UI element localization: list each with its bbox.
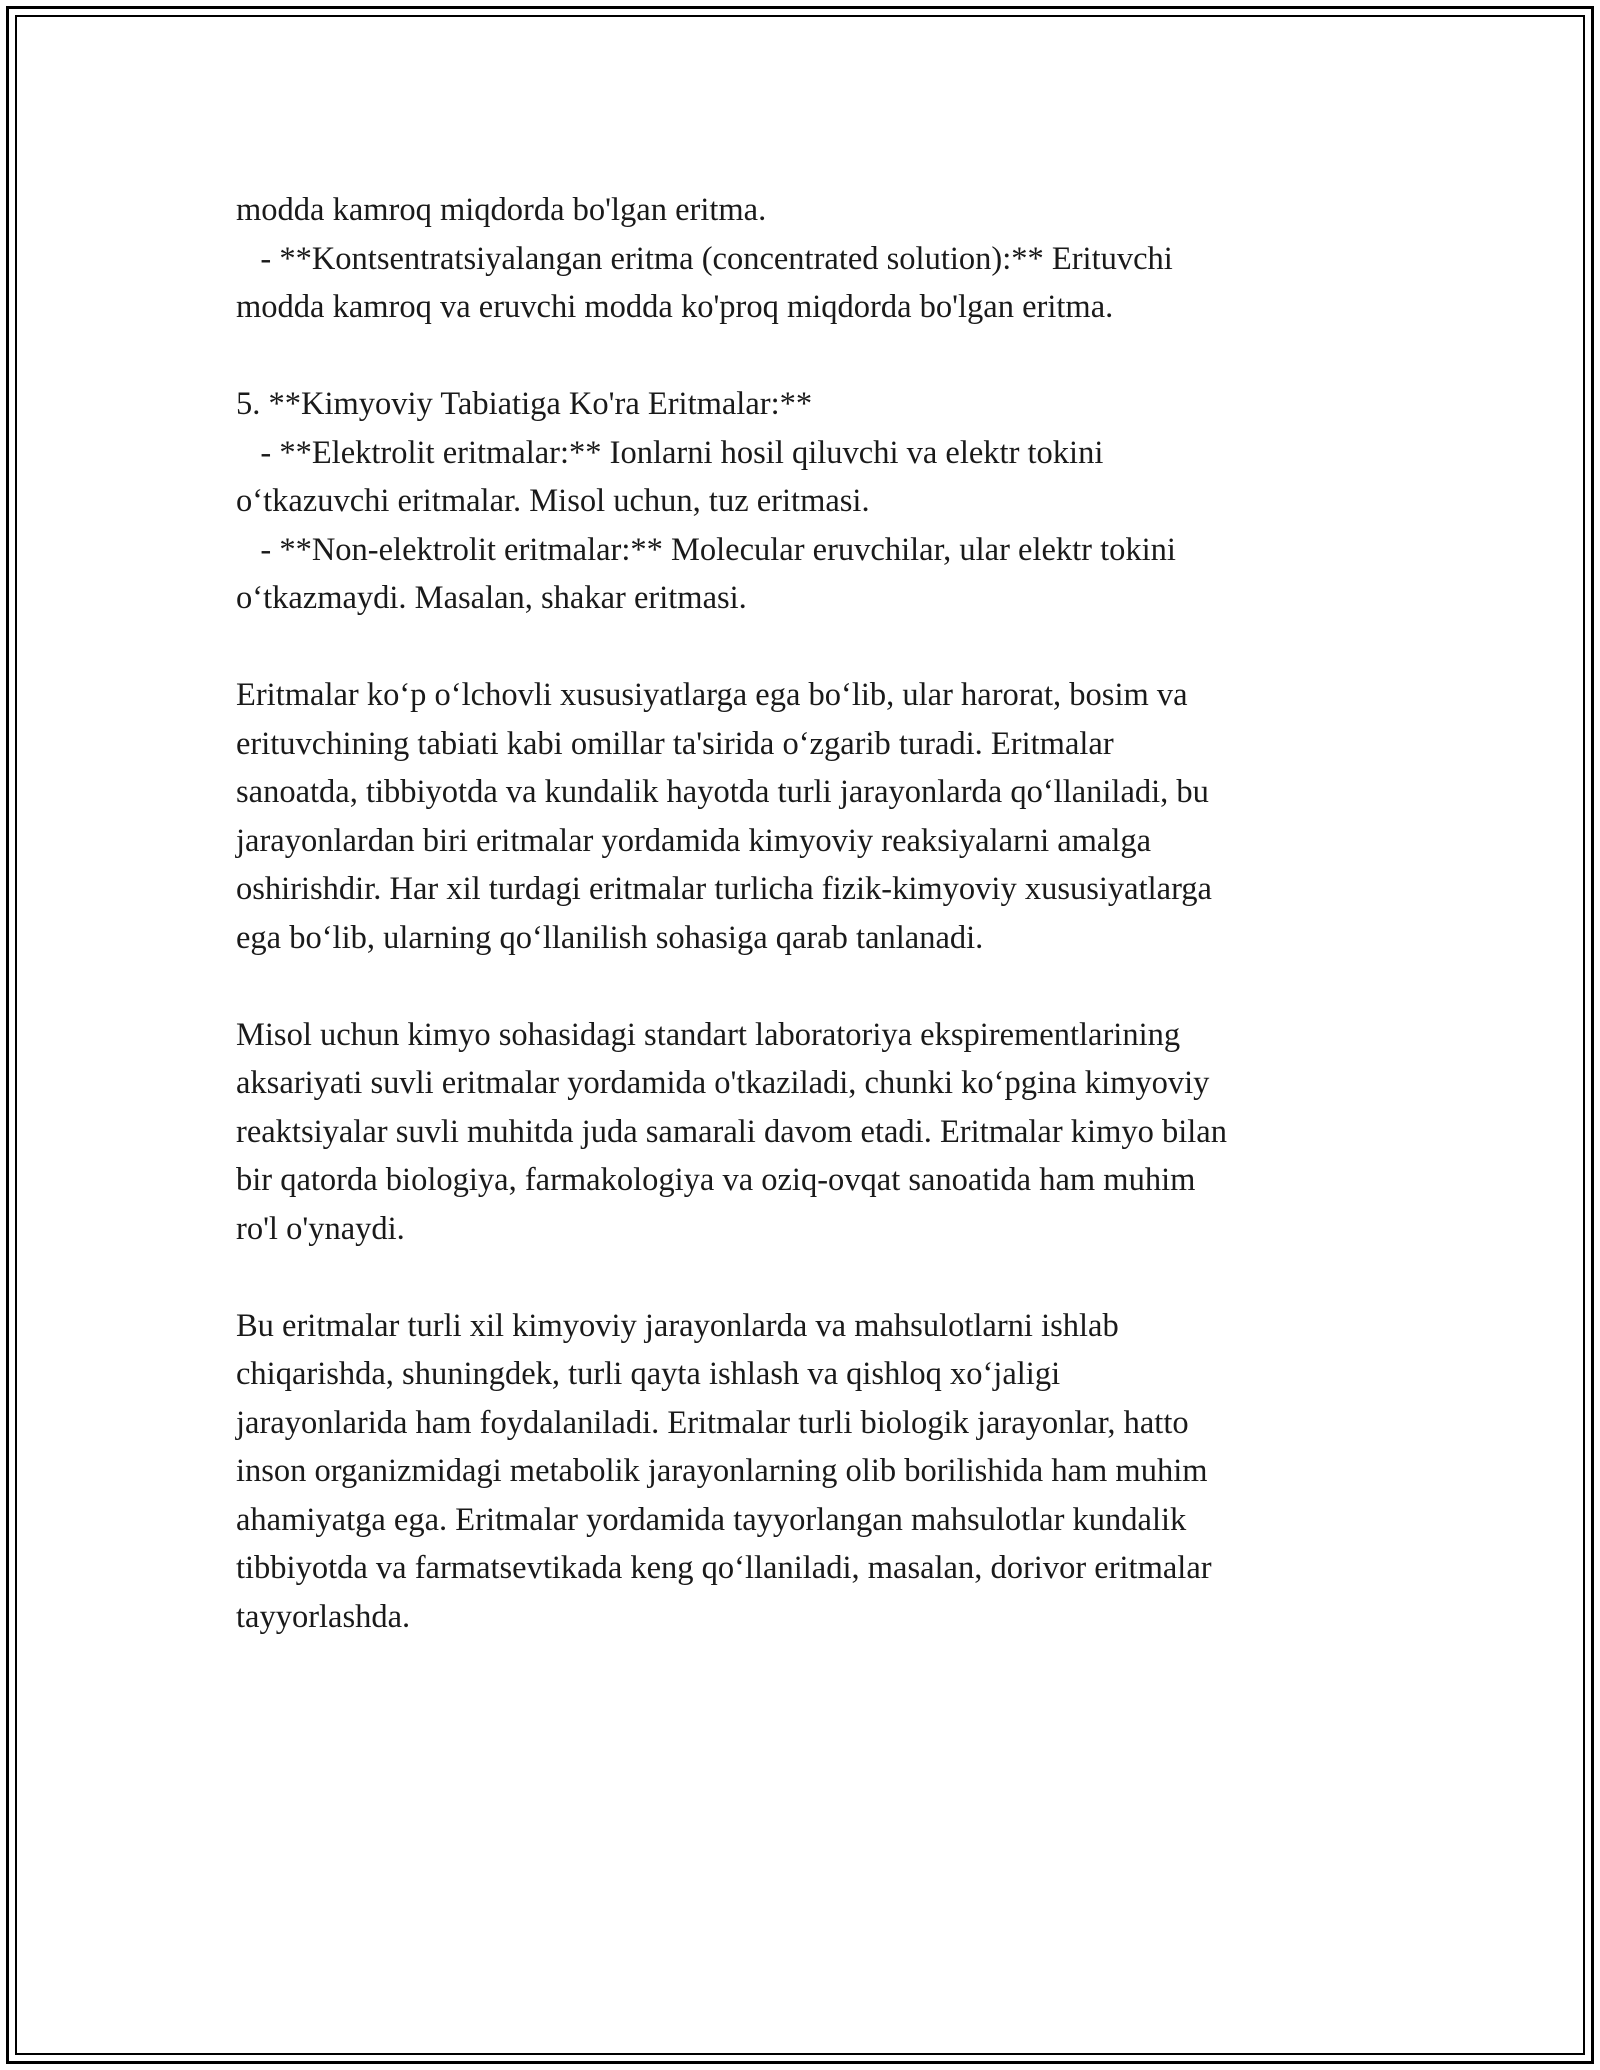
- text-line: tayyorlashda.: [236, 1598, 411, 1635]
- text-line: jarayonlardan biri eritmalar yordamida kimyoviy reaksiyalarni amalga: [236, 822, 1152, 859]
- paragraph-laboratory: [236, 1011, 1366, 1254]
- section-heading: 5. **Kimyoviy Tabiatiga Ko'ra Eritmalar:**: [236, 386, 813, 422]
- paragraph-gap: [236, 962, 1366, 1011]
- text-line: aksariyati suvli eritmalar yordamida o'tkaziladi, chunki ko‘pgina kimyoviy: [236, 1065, 1210, 1101]
- text-line: chiqarishda, shuningdek, turli qayta ishlash va qishloq xo‘jaligi: [236, 1356, 1061, 1392]
- paragraph-applications: [236, 1302, 1366, 1642]
- text-line: tibbiyotda va farmatsevtikada keng qo‘llaniladi, masalan, dorivor eritmalar: [236, 1550, 1212, 1586]
- text-line: jarayonlarida ham foydalaniladi. Eritmalar turli biologik jarayonlar, hatto: [236, 1404, 1189, 1441]
- text-line: ahamiyatga ega. Eritmalar yordamida tayyorlangan mahsulotlar kundalik: [236, 1501, 1187, 1538]
- text-line: o‘tkazmaydi. Masalan, shakar eritmasi.: [236, 580, 747, 616]
- text-line: Misol uchun kimyo sohasidagi standart laboratoriya ekspirementlarining: [236, 1016, 1181, 1053]
- paragraph-gap: [236, 1253, 1366, 1302]
- text-line: Bu eritmalar turli xil kimyoviy jarayonlarda va mahsulotlarni ishlab: [236, 1307, 1119, 1344]
- text-line: modda kamroq va eruvchi modda ko'proq miqdorda bo'lgan eritma.: [236, 289, 1114, 325]
- text-line: Eritmalar ko‘p o‘lchovli xususiyatlarga ega bo‘lib, ular harorat, bosim va: [236, 677, 1188, 713]
- section-5-block: [236, 380, 1366, 623]
- continued-list-block: [236, 186, 1366, 332]
- text-line: erituvchining tabiati kabi omillar ta'sirida o‘zgarib turadi. Eritmalar: [236, 725, 1114, 762]
- paragraph-gap: [236, 332, 1366, 381]
- text-line: reaktsiyalar suvli muhitda juda samarali davom etadi. Eritmalar kimyo bilan: [236, 1113, 1227, 1150]
- text-line: oshirishdir. Har xil turdagi eritmalar turlicha fizik-kimyoviy xususiyatlarga: [236, 871, 1212, 907]
- text-line: o‘tkazuvchi eritmalar. Misol uchun, tuz eritmasi.: [236, 483, 870, 519]
- paragraph-properties: [236, 671, 1366, 962]
- text-line: bir qatorda biologiya, farmakologiya va oziq-ovqat sanoatida ham muhim: [236, 1162, 1196, 1198]
- document-body: [236, 186, 1366, 1641]
- paragraph-gap: [236, 623, 1366, 672]
- text-line: modda kamroq miqdorda bo'lgan eritma.: [236, 192, 767, 228]
- text-line: inson organizmidagi metabolik jarayonlarning olib borilishida ham muhim: [236, 1453, 1208, 1489]
- text-line: ro'l o'ynaydi.: [236, 1210, 405, 1247]
- list-item-electrolyte: - **Elektrolit eritmalar:** Ionlarni hosil qiluvchi va elektr tokini: [236, 434, 1104, 471]
- text-line: sanoatda, tibbiyotda va kundalik hayotda turli jarayonlarda qo‘llaniladi, bu: [236, 774, 1209, 810]
- list-item-non-electrolyte: - **Non-elektrolit eritmalar:** Molecular eruvchilar, ular elektr tokini: [236, 531, 1176, 568]
- text-line: ega bo‘lib, ularning qo‘llanilish sohasiga qarab tanlanadi.: [236, 919, 984, 956]
- list-item-concentrated-solution: - **Kontsentratsiyalangan eritma (concentrated solution):** Erituvchi: [236, 240, 1173, 277]
